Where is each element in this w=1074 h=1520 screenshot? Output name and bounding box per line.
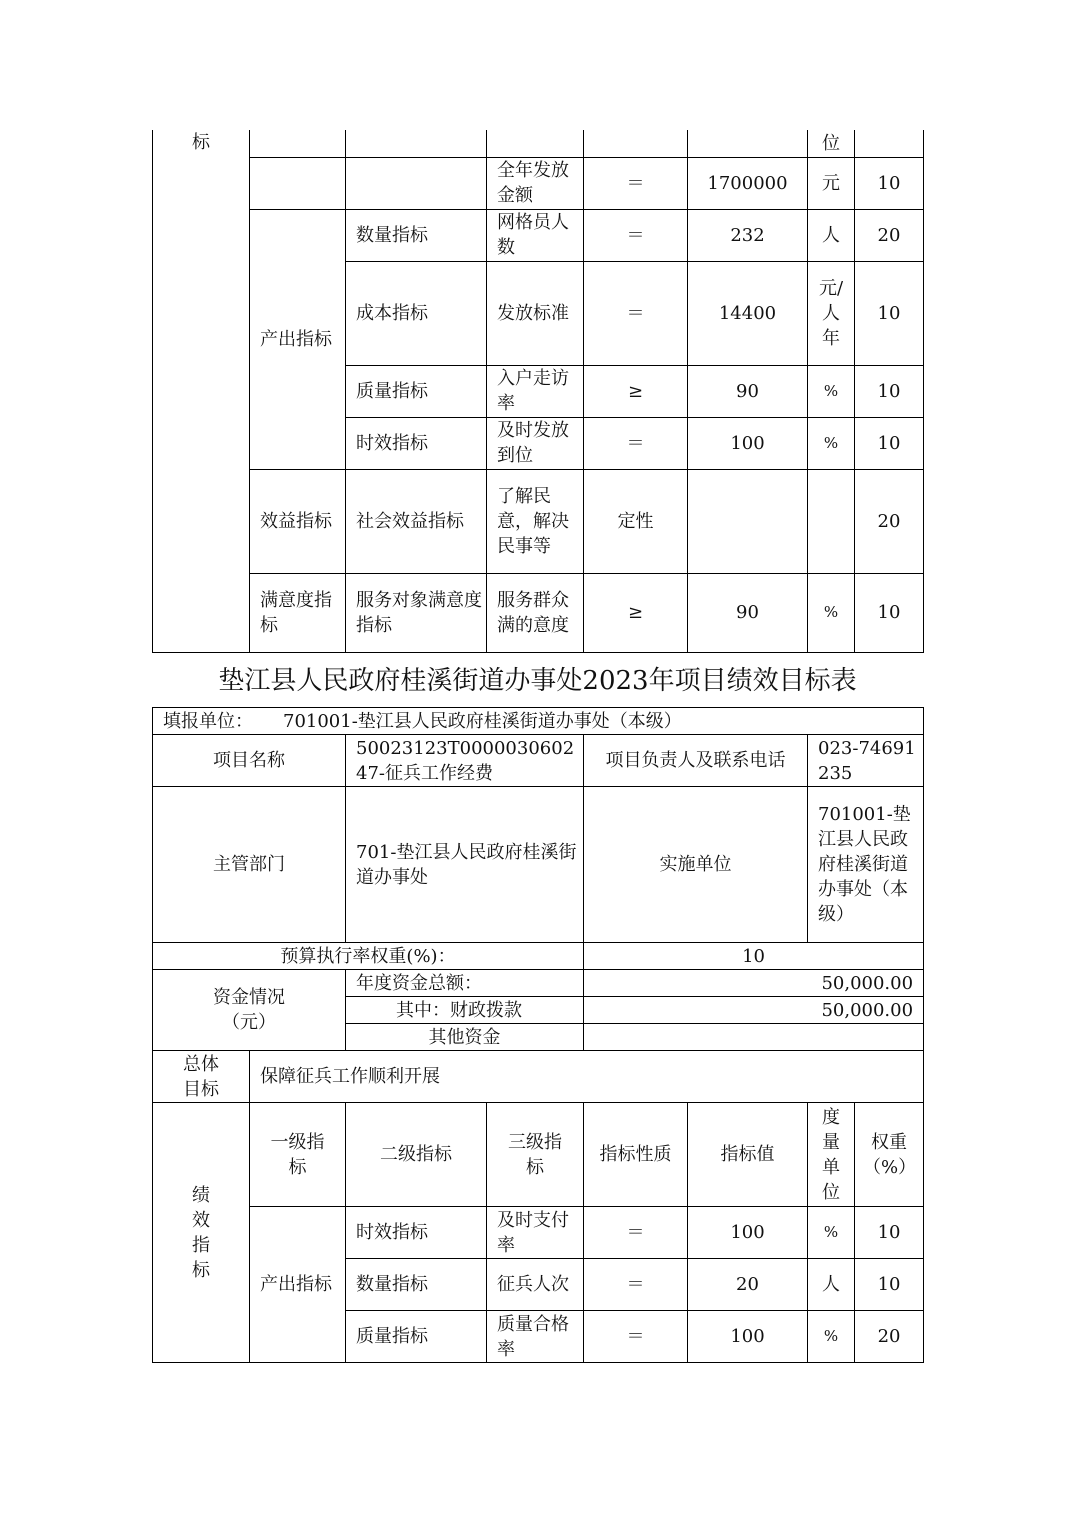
second-indicator: 服务对象满意度指标 <box>346 573 487 652</box>
indicator-unit: 元/人年 <box>808 261 855 365</box>
perf-label: 绩效指标 <box>153 1103 250 1363</box>
indicator-weight: 10 <box>855 417 924 469</box>
indicator-weight: 10 <box>855 1259 924 1311</box>
fund-fiscal-value: 50,000.00 <box>584 997 924 1024</box>
project-performance-table <box>152 707 924 1363</box>
header-second-indicator: 二级指标 <box>346 1103 487 1207</box>
header-nature: 指标性质 <box>584 1103 688 1207</box>
indicator-weight: 10 <box>855 261 924 365</box>
second-indicator: 时效指标 <box>346 1207 487 1259</box>
project-name-label: 项目名称 <box>153 735 346 787</box>
indicator-value: 90 <box>688 365 808 417</box>
third-indicator: 发放标准 <box>487 261 584 365</box>
indicator-value: 20 <box>688 1259 808 1311</box>
fund-other-value <box>584 1024 924 1051</box>
second-indicator: 数量指标 <box>346 209 487 261</box>
second-indicator: 数量指标 <box>346 1259 487 1311</box>
indicator-unit: % <box>808 365 855 417</box>
indicator-value: 232 <box>688 209 808 261</box>
second-indicator: 成本指标 <box>346 261 487 365</box>
third-indicator: 征兵人次 <box>487 1259 584 1311</box>
indicator-nature: ＝ <box>584 417 688 469</box>
indicator-unit: % <box>808 1311 855 1363</box>
first-indicator: 满意度指标 <box>250 573 346 652</box>
indicator-weight: 20 <box>855 209 924 261</box>
indicator-value: 100 <box>688 417 808 469</box>
indicator-nature: ＝ <box>584 157 688 209</box>
first-indicator: 产出指标 <box>250 1207 346 1363</box>
indicator-nature: ≥ <box>584 365 688 417</box>
third-indicator: 入户走访率 <box>487 365 584 417</box>
fund-fiscal-label: 其中：财政拨款 <box>346 997 584 1024</box>
indicator-nature: ＝ <box>584 1311 688 1363</box>
funds-label: 资金情况（元） <box>153 970 346 1051</box>
indicator-value: 90 <box>688 573 808 652</box>
continued-indicator-table <box>152 130 924 653</box>
header-first-indicator: 一级指标 <box>250 1103 346 1207</box>
impl-value: 701001-垫江县人民政府桂溪街道办事处（本级） <box>808 787 924 943</box>
indicator-nature: ≥ <box>584 573 688 652</box>
second-indicator: 社会效益指标 <box>346 469 487 573</box>
budget-rate-label: 预算执行率权重(%)： <box>153 943 584 970</box>
third-indicator: 及时发放到位 <box>487 417 584 469</box>
indicator-value <box>688 469 808 573</box>
third-indicator: 网格员人数 <box>487 209 584 261</box>
indicator-value: 100 <box>688 1311 808 1363</box>
indicator-unit: 元 <box>808 157 855 209</box>
contact-value: 023-74691235 <box>808 735 924 787</box>
second-indicator: 质量指标 <box>346 365 487 417</box>
indicator-weight: 10 <box>855 573 924 652</box>
dept-value: 701-垫江县人民政府桂溪街道办事处 <box>346 787 584 943</box>
goal-label: 总体目标 <box>153 1051 250 1103</box>
page-title: 垫江县人民政府桂溪街道办事处2023年项目绩效目标表 <box>218 666 857 696</box>
unit-header-tail: 位 <box>808 130 855 157</box>
project-name-value: 50023123T000003060247-征兵工作经费 <box>346 735 584 787</box>
fund-other-label: 其他资金 <box>346 1024 584 1051</box>
header-value: 指标值 <box>688 1103 808 1207</box>
second-indicator: 时效指标 <box>346 417 487 469</box>
indicator-weight: 10 <box>855 157 924 209</box>
contact-label: 项目负责人及联系电话 <box>584 735 808 787</box>
indicator-unit: % <box>808 573 855 652</box>
impl-label: 实施单位 <box>584 787 808 943</box>
indicator-unit: 人 <box>808 209 855 261</box>
first-indicator: 产出指标 <box>250 209 346 469</box>
indicator-nature: ＝ <box>584 261 688 365</box>
fund-total-label: 年度资金总额： <box>346 970 584 997</box>
indicator-weight: 10 <box>855 365 924 417</box>
budget-rate-value: 10 <box>584 943 924 970</box>
indicator-unit: % <box>808 1207 855 1259</box>
indicator-weight: 10 <box>855 1207 924 1259</box>
indicator-nature: ＝ <box>584 1259 688 1311</box>
indicator-nature: ＝ <box>584 1207 688 1259</box>
goal-value: 保障征兵工作顺利开展 <box>250 1051 924 1103</box>
fill-unit-row <box>153 708 924 735</box>
header-third-indicator: 三级指标 <box>487 1103 584 1207</box>
indicator-weight: 20 <box>855 469 924 573</box>
indicator-value: 14400 <box>688 261 808 365</box>
fill-unit-label: 填报单位： <box>163 710 253 732</box>
third-indicator: 了解民意，解决民事等 <box>487 469 584 573</box>
indicator-value: 1700000 <box>688 157 808 209</box>
fund-total-value: 50,000.00 <box>584 970 924 997</box>
dept-label: 主管部门 <box>153 787 346 943</box>
header-weight: 权重（%） <box>855 1103 924 1207</box>
third-indicator: 质量合格率 <box>487 1311 584 1363</box>
indicator-weight: 20 <box>855 1311 924 1363</box>
fill-unit-value: 701001-垫江县人民政府桂溪街道办事处（本级） <box>283 710 682 732</box>
indicator-nature: ＝ <box>584 209 688 261</box>
third-indicator: 及时支付率 <box>487 1207 584 1259</box>
indicator-unit: % <box>808 417 855 469</box>
indicator-unit: 人 <box>808 1259 855 1311</box>
third-indicator: 服务群众满的意度 <box>487 573 584 652</box>
second-indicator: 质量指标 <box>346 1311 487 1363</box>
perf-label-tail: 标 <box>153 130 250 157</box>
third-indicator: 全年发放金额 <box>487 157 584 209</box>
indicator-unit <box>808 469 855 573</box>
indicator-value: 100 <box>688 1207 808 1259</box>
header-unit: 度量单位 <box>808 1103 855 1207</box>
first-indicator: 效益指标 <box>250 469 346 573</box>
indicator-nature: 定性 <box>584 469 688 573</box>
